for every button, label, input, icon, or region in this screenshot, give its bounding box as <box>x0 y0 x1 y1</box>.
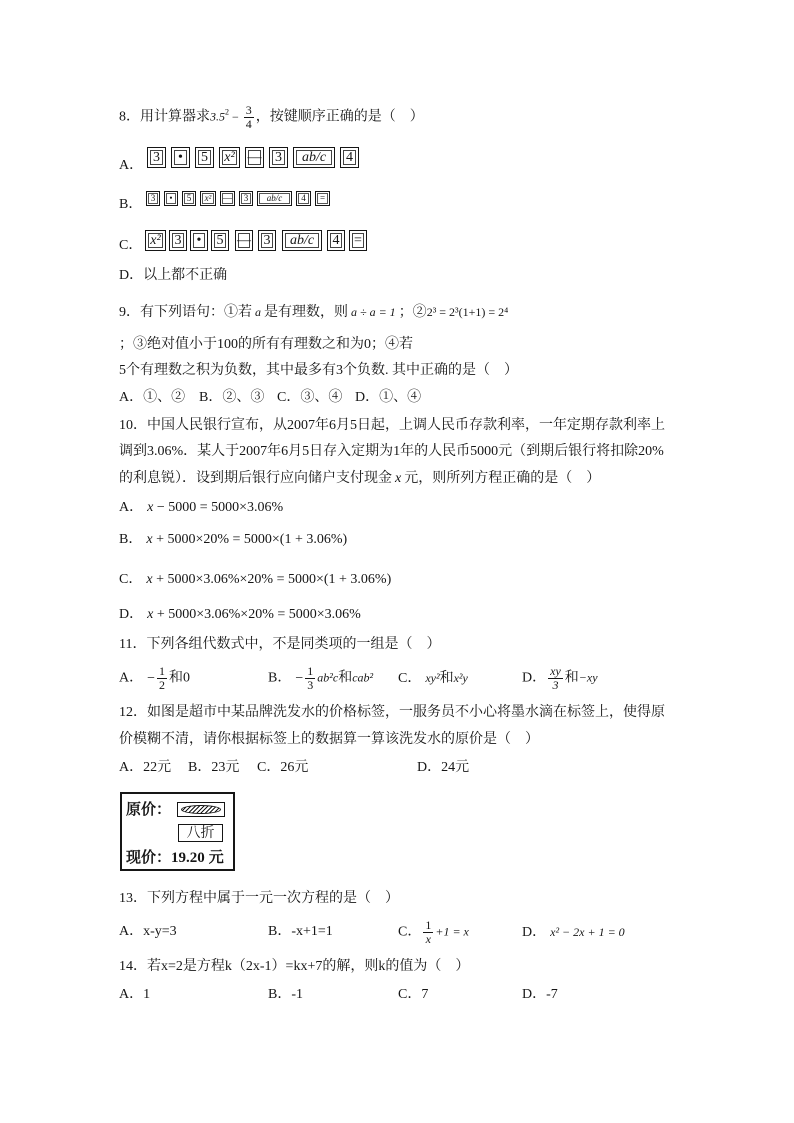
q8-option-a-key-sequence <box>0 147 794 168</box>
key-3: 3 <box>146 191 160 206</box>
q10-option-d <box>119 605 361 625</box>
q10-stem-line-1: 10．中国人民银行宣布，从2007年6月5日起，上调人民币存款利率，一年定期存款利率上 <box>119 418 665 433</box>
key-3: 3 <box>269 147 288 168</box>
q12-option-b: B．23元 <box>188 760 240 775</box>
q9-option-a: A．①、② <box>119 390 186 405</box>
key-minus: — <box>245 147 264 168</box>
fraction <box>305 665 315 692</box>
equation-rest: + 5000×3.06%×20% = 5000×3.06% <box>153 607 361 622</box>
q12-option-a: A．22元 <box>119 760 172 775</box>
minus-sign: − <box>147 670 156 686</box>
q14-option-b <box>268 985 303 1005</box>
key-3: 3 <box>147 147 166 168</box>
option-label: A． <box>119 924 144 939</box>
equation-rest: + 5000×3.06%×20% = 5000×(1 + 3.06%) <box>152 572 392 587</box>
q10-stem-line-3 <box>119 469 600 489</box>
q14-option-c <box>398 985 428 1005</box>
q8-option-b-key-sequence <box>0 191 794 206</box>
current-price <box>126 848 224 867</box>
term-2: −xy <box>578 670 598 685</box>
ink-blot-frame <box>177 802 225 817</box>
q11-option-a <box>119 665 190 692</box>
variable-x: x <box>395 471 402 486</box>
fraction-denominator: 2 <box>159 678 166 692</box>
q10-option-b <box>119 530 347 550</box>
equation-rest: +1 = x <box>435 924 469 939</box>
fraction-numerator: 1 <box>307 664 314 678</box>
q12-option-d: D．24元 <box>417 760 470 775</box>
stem-text: 是有理数，则 <box>264 305 348 320</box>
joiner-text: 和 <box>439 671 454 686</box>
term-1: xy² <box>425 671 440 685</box>
option-label: C． <box>398 671 422 686</box>
stem-text: 用计算器求 <box>140 109 210 125</box>
q12-option-c: C．26元 <box>257 760 309 775</box>
option-label: C． <box>398 987 422 1002</box>
option-label: D． <box>522 925 547 940</box>
statement-2-expression: 2³ = 2³(1+1) = 2⁴ <box>426 305 509 319</box>
variable-a: a <box>255 305 261 319</box>
q10-stem-line-2: 调到3.06%．某人于2007年6月5日存入定期为1年的人民币5000元（到期后银行将扣除20% <box>119 444 664 459</box>
option-label: C． <box>119 572 143 587</box>
key-minus: — <box>235 230 253 251</box>
variable-x: x <box>147 500 154 515</box>
equation: -x+1=1 <box>291 924 333 939</box>
fraction-denominator: 4 <box>245 117 252 131</box>
question-number: 9． <box>119 305 140 320</box>
option-value: -1 <box>291 987 304 1002</box>
q8-stem <box>119 104 424 131</box>
key-x-squared: x² <box>219 147 240 168</box>
joiner-text: 和 <box>564 670 579 686</box>
option-label: A． <box>119 987 144 1002</box>
minus-sign: − <box>295 670 304 686</box>
current-price-value: 19.20 <box>171 850 205 866</box>
fraction-numerator: 3 <box>245 103 252 117</box>
stem-text-tail: 元，则所列方程正确的是（ ） <box>404 471 601 486</box>
discount-badge: 八折 <box>178 824 223 842</box>
variable-x: x <box>146 572 153 587</box>
q11-option-b <box>268 665 373 692</box>
q8-option-c-key-sequence <box>0 230 794 251</box>
q9-stem-line-2: ；③绝对值小于100的所有有理数之和为0；④若 <box>119 337 413 352</box>
equation-rest: + 5000×20% = 5000×(1 + 3.06%) <box>152 532 348 547</box>
ink-blot <box>181 805 221 814</box>
fraction <box>244 104 254 131</box>
fraction-denominator: 3 <box>307 678 314 692</box>
currency-unit: 元 <box>208 848 224 866</box>
key-4: 4 <box>340 147 359 168</box>
q12-stem-line-1: 12．如图是超市中某品牌洗发水的价格标签，一服务员不小心将墨水滴在标签上，使得原 <box>119 705 665 720</box>
option-value: -7 <box>546 987 558 1002</box>
key-3: 3 <box>258 230 276 251</box>
key-equals: = <box>315 191 330 206</box>
q8-option-c-label: C． <box>119 238 143 253</box>
current-price-label: 现价： <box>126 848 172 866</box>
q8-option-b-label: B． <box>119 197 143 212</box>
key-4: 4 <box>327 230 345 251</box>
option-label: D． <box>522 670 547 686</box>
option-label: A． <box>119 500 144 515</box>
expression-base: 3.5 <box>210 109 225 124</box>
option-label: B． <box>268 924 292 939</box>
q11-stem: 11．下列各组代数式中，不是同类项的一组是（ ） <box>119 637 441 652</box>
variable-x: x <box>146 532 153 547</box>
q8-option-d <box>119 266 227 286</box>
option-label: A． <box>119 670 144 686</box>
stem-text: 的利息锐）．设到期后银行应向储户支付现金 <box>119 471 392 486</box>
q9-stem-line-3: 5个有理数之积为负数，其中最多有3个负数. 其中正确的是（ ） <box>119 363 518 378</box>
key-3: 3 <box>169 230 187 251</box>
q9-option-d: D．①、④ <box>355 390 422 405</box>
equation-rest: − 5000 = 5000×3.06% <box>153 500 284 515</box>
key-fraction-ab-c: ab/c <box>282 230 322 251</box>
key-x-squared: x² <box>200 191 216 206</box>
q14-stem: 14．若x=2是方程k（2x-1）=kx+7的解，则k的值为（ ） <box>119 959 470 974</box>
term-2: x²y <box>453 671 468 685</box>
q9-option-c: C．③、④ <box>277 390 343 405</box>
original-price-label: 原价： <box>126 800 172 818</box>
stem-text: ；② <box>398 305 427 320</box>
q9-option-b: B．②、③ <box>199 390 265 405</box>
fraction-numerator: 1 <box>159 664 166 678</box>
q11-option-c <box>398 668 468 689</box>
option-label: D． <box>119 268 144 283</box>
option-label: B． <box>268 670 292 686</box>
key-5: 5 <box>211 230 229 251</box>
key-decimal-point: • <box>171 147 190 168</box>
option-label: C． <box>398 924 422 940</box>
key-fraction-ab-c: ab/c <box>293 147 335 168</box>
statement-1-expression: a ÷ a = 1 <box>351 305 396 319</box>
q13-option-c <box>398 919 469 946</box>
price-tag-figure <box>120 792 235 871</box>
option-value: 7 <box>421 987 429 1002</box>
q10-option-c <box>119 570 391 590</box>
key-3: 3 <box>239 191 253 206</box>
q10-option-a <box>119 498 283 518</box>
fraction-numerator: xy <box>550 664 561 678</box>
q13-option-b <box>268 922 333 942</box>
key-5: 5 <box>195 147 214 168</box>
term-1: ab²c <box>317 670 339 685</box>
fraction-denominator: 3 <box>552 678 559 692</box>
minus-sign: − <box>232 109 239 124</box>
key-equals: = <box>349 230 367 251</box>
q14-option-d <box>522 985 558 1005</box>
key-decimal-point: • <box>164 191 178 206</box>
question-number: 8． <box>119 109 140 125</box>
stem-text-tail: ，按键顺序正确的是（ ） <box>255 109 424 125</box>
fraction <box>157 665 167 692</box>
key-5: 5 <box>182 191 196 206</box>
option-label: D． <box>522 987 547 1002</box>
option-text: 和0 <box>169 670 191 686</box>
key-minus: — <box>220 191 235 206</box>
option-text: 以上都不正确 <box>143 268 228 283</box>
q13-option-a <box>119 922 177 942</box>
option-value: 1 <box>143 987 151 1002</box>
variable-x: x <box>147 607 154 622</box>
key-4: 4 <box>296 191 311 206</box>
term-2: cab² <box>352 670 374 685</box>
q8-option-a-label: A． <box>119 158 144 173</box>
equation: x-y=3 <box>143 924 177 939</box>
q14-option-a <box>119 985 150 1005</box>
key-x-squared: x² <box>145 230 166 251</box>
option-label: B． <box>119 532 143 547</box>
fraction-numerator: 1 <box>425 918 432 932</box>
option-label: B． <box>268 987 292 1002</box>
fraction <box>548 665 563 692</box>
q9-stem-line-1 <box>119 302 508 323</box>
stem-text: 有下列语句：①若 <box>140 305 252 320</box>
q13-stem: 13．下列方程中属于一元一次方程的是（ ） <box>119 891 399 906</box>
q12-stem-line-2: 价模糊不清，请你根据标签上的数据算一算该洗发水的原价是（ ） <box>119 732 539 747</box>
equation: x² − 2x + 1 = 0 <box>550 925 625 939</box>
expression-exponent: 2 <box>225 107 229 117</box>
fraction-denominator: x <box>425 932 431 946</box>
joiner-text: 和 <box>338 670 353 686</box>
option-label: D． <box>119 607 144 622</box>
q13-option-d <box>522 922 625 943</box>
fraction <box>423 919 433 946</box>
key-fraction-ab-c: ab/c <box>257 191 292 206</box>
key-decimal-point: • <box>190 230 208 251</box>
q11-option-d <box>522 665 598 692</box>
